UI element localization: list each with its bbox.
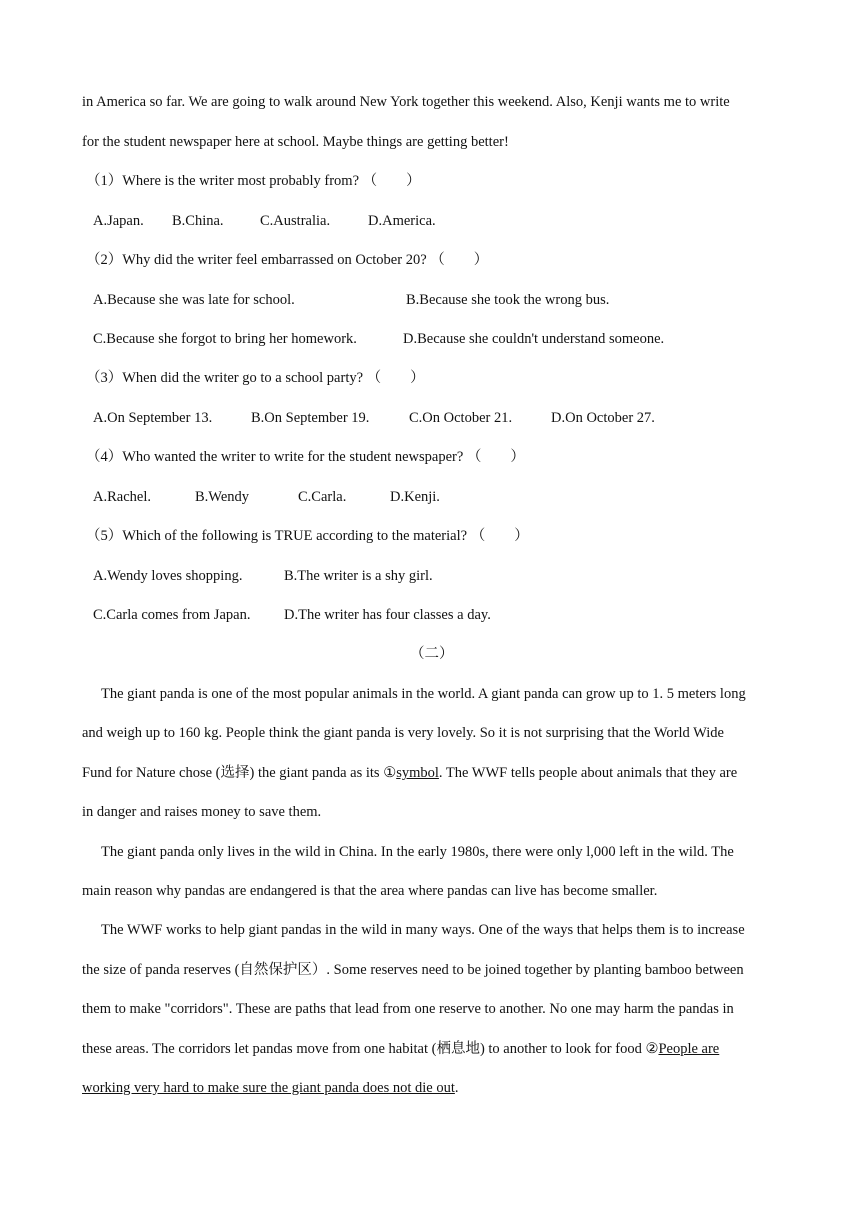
option-3a: A.On September 13. bbox=[93, 410, 213, 426]
option-4a: A.Rachel. bbox=[93, 489, 151, 505]
underlined-word-symbol: symbol bbox=[396, 765, 439, 781]
option-1a: A.Japan. bbox=[93, 213, 144, 229]
passage-line: and weigh up to 160 kg. People think the giant panda is very lovely. So it is not surprising that the World Wide bbox=[82, 725, 724, 741]
option-2a: A.Because she was late for school. bbox=[93, 292, 295, 308]
option-5c: C.Carla comes from Japan. bbox=[93, 607, 251, 623]
question-stem-4: （4）Who wanted the writer to write for the student newspaper? （ ） bbox=[86, 449, 525, 465]
option-5a: A.Wendy loves shopping. bbox=[93, 568, 243, 584]
passage-line: them to make "corridors". These are paths that lead from one reserve to another. No one may harm the pandas in bbox=[82, 1001, 734, 1017]
passage-text: Fund for Nature chose (选择) the giant panda as its ① bbox=[82, 765, 397, 781]
passage-line: The giant panda only lives in the wild in China. In the early 1980s, there were only l,000 left in the wild. The bbox=[101, 844, 734, 860]
passage-text: . The WWF tells people about animals that they are bbox=[438, 765, 738, 781]
option-1b: B.China. bbox=[172, 213, 224, 229]
option-2b: B.Because she took the wrong bus. bbox=[406, 292, 610, 308]
question-stem-1: （1）Where is the writer most probably from? （ ） bbox=[86, 173, 421, 189]
option-4b: B.Wendy bbox=[195, 489, 250, 505]
option-4d: D.Kenji. bbox=[390, 489, 440, 505]
option-1d: D.America. bbox=[368, 213, 436, 229]
passage-line bbox=[82, 1039, 719, 1059]
option-1c: C.Australia. bbox=[260, 213, 331, 229]
question-stem-5: （5）Which of the following is TRUE according to the material? （ ） bbox=[86, 528, 529, 544]
option-5b: B.The writer is a shy girl. bbox=[284, 568, 433, 584]
passage-line: The WWF works to help giant pandas in the wild in many ways. One of the ways that helps them is to increase bbox=[101, 922, 745, 938]
option-5d: D.The writer has four classes a day. bbox=[284, 607, 491, 623]
question-stem-2: （2）Why did the writer feel embarrassed on October 20? （ ） bbox=[86, 252, 489, 268]
passage-line: the size of panda reserves (自然保护区）. Some reserves need to be joined together by planting bamboo between bbox=[82, 962, 744, 978]
underlined-sentence-part: People are bbox=[658, 1041, 720, 1057]
option-4c: C.Carla. bbox=[298, 489, 347, 505]
option-2c: C.Because she forgot to bring her homework. bbox=[93, 331, 357, 347]
passage-text: . bbox=[454, 1080, 459, 1096]
question-stem-3: （3）When did the writer go to a school party? （ ） bbox=[86, 370, 425, 386]
passage-line: for the student newspaper here at school. Maybe things are getting better! bbox=[82, 134, 509, 150]
passage-line bbox=[82, 1078, 459, 1098]
option-3b: B.On September 19. bbox=[251, 410, 370, 426]
option-3c: C.On October 21. bbox=[409, 410, 513, 426]
underlined-sentence-part: working very hard to make sure the giant panda does not die out bbox=[82, 1080, 455, 1096]
passage-line: The giant panda is one of the most popular animals in the world. A giant panda can grow up to 1. 5 meters long bbox=[101, 686, 746, 702]
passage-text: these areas. The corridors let pandas move from one habitat (栖息地) to another to look for food ② bbox=[82, 1041, 659, 1057]
passage-line: main reason why pandas are endangered is that the area where pandas can live has become smaller. bbox=[82, 883, 658, 899]
passage-line: in danger and raises money to save them. bbox=[82, 804, 322, 820]
option-3d: D.On October 27. bbox=[551, 410, 655, 426]
option-2d: D.Because she couldn't understand someone. bbox=[403, 331, 665, 347]
passage-line: in America so far. We are going to walk around New York together this weekend. Also, Kenji wants me to write bbox=[82, 94, 730, 110]
section-heading: （二） bbox=[410, 646, 454, 662]
passage-line bbox=[82, 763, 737, 783]
